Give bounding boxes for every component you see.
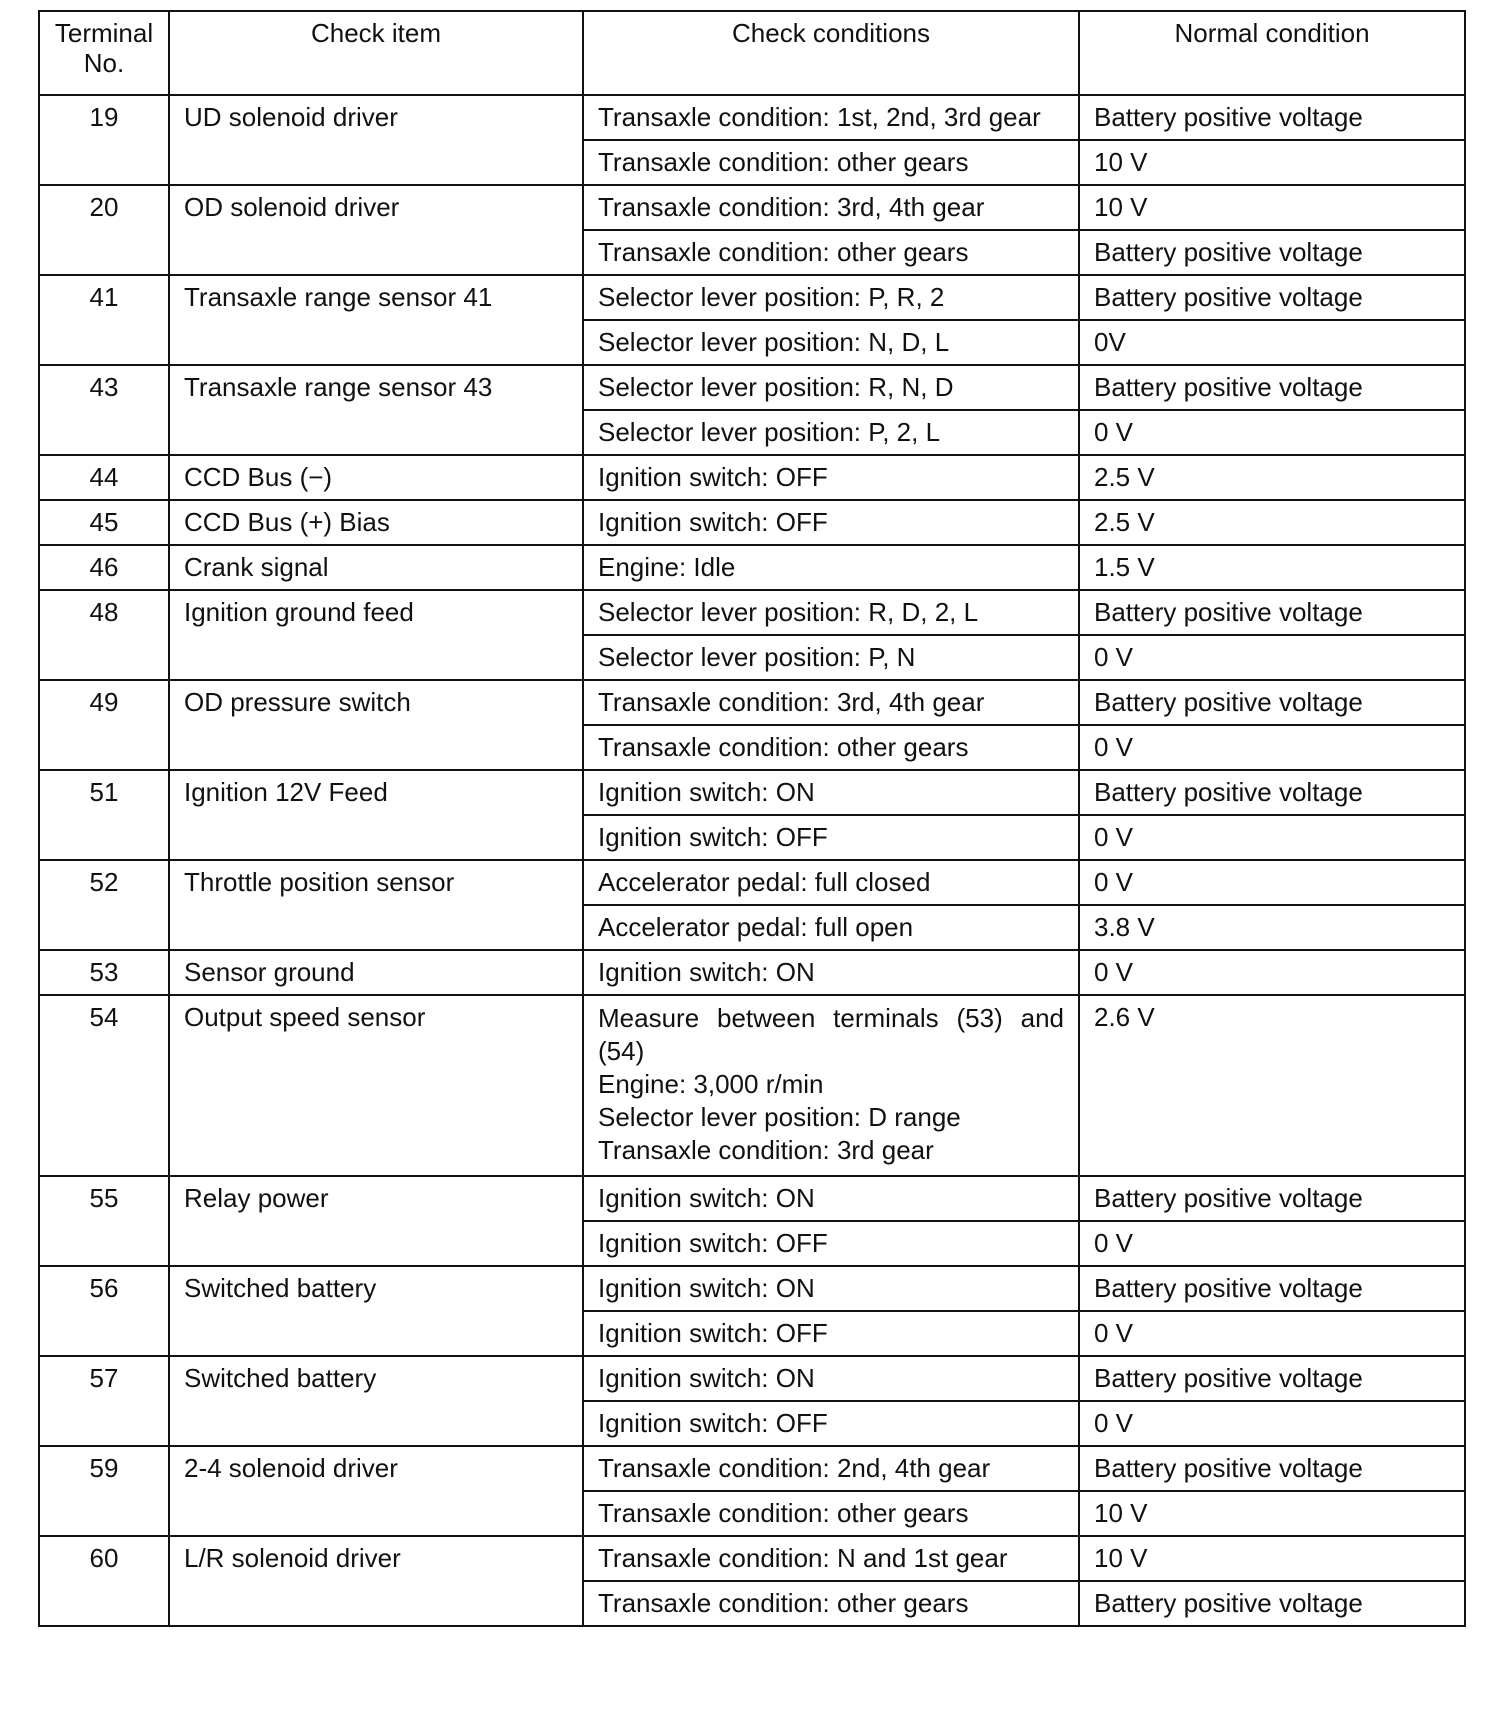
- terminal-number: 44: [39, 455, 169, 500]
- terminal-number: 48: [39, 590, 169, 680]
- terminal-number: 59: [39, 1446, 169, 1536]
- check-item: OD solenoid driver: [169, 185, 583, 275]
- normal-condition: 0 V: [1079, 725, 1465, 770]
- check-item: 2-4 solenoid driver: [169, 1446, 583, 1536]
- table-row: [39, 1356, 1465, 1401]
- check-condition: Ignition switch: ON: [583, 1356, 1079, 1401]
- check-item: Throttle position sensor: [169, 860, 583, 950]
- normal-condition: Battery positive voltage: [1079, 1581, 1465, 1626]
- check-condition: Ignition switch: OFF: [583, 1221, 1079, 1266]
- normal-condition: Battery positive voltage: [1079, 275, 1465, 320]
- check-condition: Transaxle condition: 2nd, 4th gear: [583, 1446, 1079, 1491]
- table-row: [39, 1266, 1465, 1311]
- normal-condition: Battery positive voltage: [1079, 770, 1465, 815]
- check-condition: Transaxle condition: other gears: [583, 1491, 1079, 1536]
- check-condition: Transaxle condition: 3rd, 4th gear: [583, 680, 1079, 725]
- header-normal-condition: Normal condition: [1079, 11, 1465, 95]
- terminal-number: 19: [39, 95, 169, 185]
- check-condition: Ignition switch: ON: [583, 770, 1079, 815]
- normal-condition: Battery positive voltage: [1079, 1356, 1465, 1401]
- terminal-number: 49: [39, 680, 169, 770]
- check-condition: Ignition switch: OFF: [583, 815, 1079, 860]
- normal-condition: Battery positive voltage: [1079, 230, 1465, 275]
- normal-condition: 0V: [1079, 320, 1465, 365]
- check-item: Transaxle range sensor 41: [169, 275, 583, 365]
- terminal-number: 60: [39, 1536, 169, 1626]
- normal-condition: Battery positive voltage: [1079, 680, 1465, 725]
- normal-condition: 0 V: [1079, 635, 1465, 680]
- normal-condition: 0 V: [1079, 1311, 1465, 1356]
- table-body: [39, 95, 1465, 1626]
- check-item: OD pressure switch: [169, 680, 583, 770]
- table-row: [39, 1176, 1465, 1221]
- normal-condition: Battery positive voltage: [1079, 1446, 1465, 1491]
- check-condition: Selector lever position: R, D, 2, L: [583, 590, 1079, 635]
- normal-condition: 10 V: [1079, 1491, 1465, 1536]
- normal-condition: 0 V: [1079, 815, 1465, 860]
- check-condition: Ignition switch: ON: [583, 950, 1079, 995]
- normal-condition: 0 V: [1079, 950, 1465, 995]
- check-condition: Ignition switch: OFF: [583, 1311, 1079, 1356]
- check-condition: Ignition switch: ON: [583, 1266, 1079, 1311]
- table-row: [39, 95, 1465, 140]
- check-item: CCD Bus (+) Bias: [169, 500, 583, 545]
- table-row: [39, 185, 1465, 230]
- check-item: UD solenoid driver: [169, 95, 583, 185]
- terminal-number: 41: [39, 275, 169, 365]
- terminal-number: 51: [39, 770, 169, 860]
- document: [38, 10, 1464, 1627]
- terminal-number: 53: [39, 950, 169, 995]
- check-condition: Ignition switch: OFF: [583, 455, 1079, 500]
- terminal-check-table: [38, 10, 1466, 1627]
- normal-condition: 0 V: [1079, 860, 1465, 905]
- normal-condition: Battery positive voltage: [1079, 365, 1465, 410]
- normal-condition: 10 V: [1079, 140, 1465, 185]
- check-item: Ignition ground feed: [169, 590, 583, 680]
- check-item: Transaxle range sensor 43: [169, 365, 583, 455]
- normal-condition: 2.5 V: [1079, 455, 1465, 500]
- table-row: [39, 365, 1465, 410]
- check-condition: Transaxle condition: N and 1st gear: [583, 1536, 1079, 1581]
- normal-condition: 2.6 V: [1079, 995, 1465, 1176]
- check-item: Ignition 12V Feed: [169, 770, 583, 860]
- check-item: Output speed sensor: [169, 995, 583, 1176]
- check-condition: Selector lever position: R, N, D: [583, 365, 1079, 410]
- header-terminal: Terminal No.: [39, 11, 169, 95]
- terminal-number: 45: [39, 500, 169, 545]
- check-condition: Engine: Idle: [583, 545, 1079, 590]
- normal-condition: 10 V: [1079, 185, 1465, 230]
- check-condition: Selector lever position: N, D, L: [583, 320, 1079, 365]
- table-row: [39, 545, 1465, 590]
- check-condition: Selector lever position: P, 2, L: [583, 410, 1079, 455]
- terminal-number: 54: [39, 995, 169, 1176]
- check-condition: Transaxle condition: 3rd, 4th gear: [583, 185, 1079, 230]
- normal-condition: Battery positive voltage: [1079, 590, 1465, 635]
- table-row: [39, 590, 1465, 635]
- normal-condition: 0 V: [1079, 1401, 1465, 1446]
- check-condition-line: Selector lever position: D range: [598, 1102, 961, 1132]
- normal-condition: 10 V: [1079, 1536, 1465, 1581]
- check-condition: Ignition switch: OFF: [583, 500, 1079, 545]
- check-condition-line: Transaxle condition: 3rd gear: [598, 1135, 934, 1165]
- table-row: [39, 680, 1465, 725]
- table-row: [39, 500, 1465, 545]
- check-item: Sensor ground: [169, 950, 583, 995]
- check-condition: Accelerator pedal: full closed: [583, 860, 1079, 905]
- terminal-number: 57: [39, 1356, 169, 1446]
- check-item: Switched battery: [169, 1266, 583, 1356]
- check-condition: Transaxle condition: other gears: [583, 1581, 1079, 1626]
- header-check-conditions: Check conditions: [583, 11, 1079, 95]
- normal-condition: Battery positive voltage: [1079, 1266, 1465, 1311]
- table-row: [39, 860, 1465, 905]
- normal-condition: 3.8 V: [1079, 905, 1465, 950]
- header-row: [39, 11, 1465, 95]
- check-item: Crank signal: [169, 545, 583, 590]
- check-condition: Selector lever position: P, R, 2: [583, 275, 1079, 320]
- terminal-number: 20: [39, 185, 169, 275]
- normal-condition: 2.5 V: [1079, 500, 1465, 545]
- check-condition: Selector lever position: P, N: [583, 635, 1079, 680]
- normal-condition: Battery positive voltage: [1079, 95, 1465, 140]
- header-check-item: Check item: [169, 11, 583, 95]
- check-condition: Ignition switch: OFF: [583, 1401, 1079, 1446]
- normal-condition: 0 V: [1079, 410, 1465, 455]
- normal-condition: Battery positive voltage: [1079, 1176, 1465, 1221]
- check-condition: Transaxle condition: other gears: [583, 725, 1079, 770]
- check-condition: Ignition switch: ON: [583, 1176, 1079, 1221]
- check-item: CCD Bus (−): [169, 455, 583, 500]
- table-row: [39, 1536, 1465, 1581]
- check-item: Switched battery: [169, 1356, 583, 1446]
- terminal-number: 55: [39, 1176, 169, 1266]
- check-condition: Accelerator pedal: full open: [583, 905, 1079, 950]
- table-row: [39, 995, 1465, 1176]
- check-condition-line: Engine: 3,000 r/min: [598, 1069, 824, 1099]
- table-row: [39, 455, 1465, 500]
- terminal-number: 46: [39, 545, 169, 590]
- check-item: L/R solenoid driver: [169, 1536, 583, 1626]
- check-item: Relay power: [169, 1176, 583, 1266]
- terminal-number: 52: [39, 860, 169, 950]
- terminal-number: 43: [39, 365, 169, 455]
- check-condition: Transaxle condition: other gears: [583, 230, 1079, 275]
- table-row: [39, 1446, 1465, 1491]
- check-condition: [583, 995, 1079, 1176]
- check-condition-line: Measure between terminals (53) and (54): [598, 1003, 1064, 1066]
- check-condition: Transaxle condition: other gears: [583, 140, 1079, 185]
- table-row: [39, 770, 1465, 815]
- check-condition: Transaxle condition: 1st, 2nd, 3rd gear: [583, 95, 1079, 140]
- normal-condition: 0 V: [1079, 1221, 1465, 1266]
- table-row: [39, 950, 1465, 995]
- table-row: [39, 275, 1465, 320]
- normal-condition: 1.5 V: [1079, 545, 1465, 590]
- terminal-number: 56: [39, 1266, 169, 1356]
